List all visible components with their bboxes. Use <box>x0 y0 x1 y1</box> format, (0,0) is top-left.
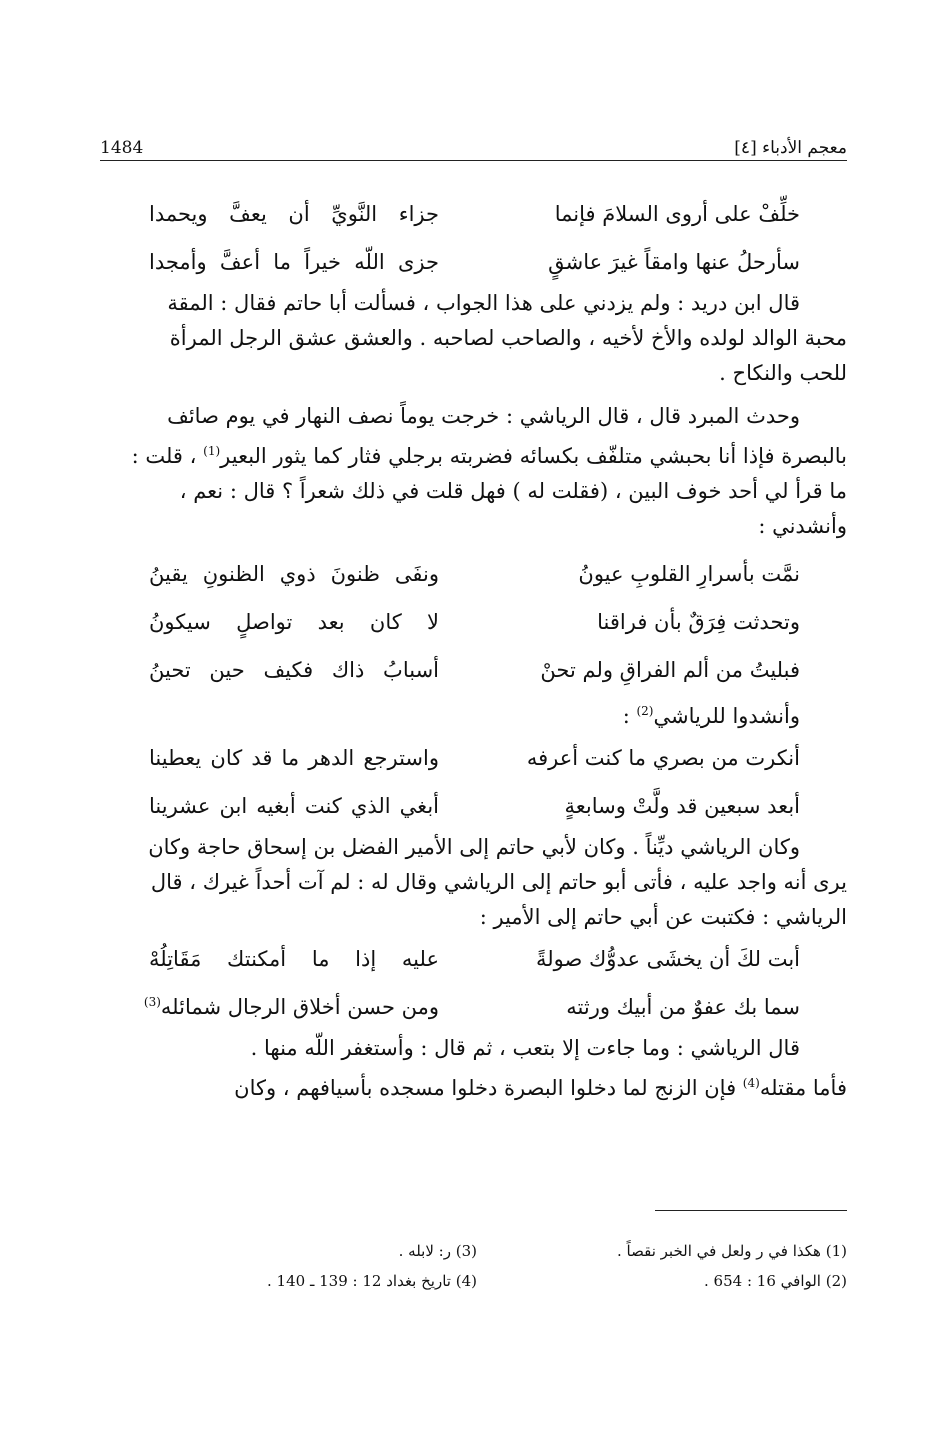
text-line: يرى أنه واجد عليه ، فأتى أبو حاتم إلى الرياشي وقال له : لم آت أحداً غيرك ، قال <box>150 870 847 894</box>
verse-first-hemistich: أبعد سبعين قد ولَّتْ وسابعةٍ <box>564 794 800 818</box>
text-line: وأنشدني : <box>758 514 847 538</box>
verse-line <box>100 190 847 238</box>
page-header <box>100 124 847 158</box>
text-span: فأما مقتله <box>759 1076 847 1100</box>
verse-first-hemistich: أبت لكَ أن يخشَى عدوُّك صولةً <box>535 947 800 971</box>
footnote-marker: (2) <box>636 704 654 718</box>
text-line: ما قرأ لي أحد خوف البين ، (فقلت له ) فهل قلت في ذلك شعراً ؟ قال : نعم ، <box>179 479 847 503</box>
verse-first-hemistich: خلِّفْ على أروى السلامَ فإنما <box>554 202 800 226</box>
verse-second-hemistich: عليه إذا ما أمكنتك مَقَاتِلُهْ <box>149 947 439 971</box>
verse-first-hemistich: نمَّت بأسرارِ القلوبِ عيونُ <box>578 562 800 586</box>
verse-line <box>100 983 847 1031</box>
text-line <box>100 434 847 474</box>
text-span: بالبصرة فإذا أنا بحبشي متلفّف بكسائه فضربته برجلي فثار كما يثور البعير <box>220 444 847 468</box>
text-span: : <box>622 704 637 728</box>
verse-first-hemistich: أنكرت من بصري ما كنت أعرفه <box>526 746 800 770</box>
footnotes-left-column <box>107 1236 477 1296</box>
page-body <box>100 190 847 1106</box>
verse-second-hemistich: جزاء النَّويِّ أن يعفَّ ويحمدا <box>149 202 439 226</box>
verse-line <box>100 598 847 646</box>
verse-second-hemistich: واسترجع الدهر ما قد كان يعطينا <box>149 746 439 770</box>
header-rule <box>100 160 847 161</box>
text-line: وكان الرياشي ديِّناً . وكان لأبي حاتم إلى الأمير الفضل بن إسحاق حاجة وكان <box>148 835 800 859</box>
footnote-marker: (1) <box>203 444 221 458</box>
verse-line <box>100 238 847 286</box>
text-line: قال ابن دريد : ولم يزدني على هذا الجواب ، فسألت أبا حاتم فقال : المقة <box>167 291 800 315</box>
verse-second-hemistich: أسبابُ ذاك فكيف حين تحينُ <box>149 658 439 682</box>
verse-line <box>100 550 847 598</box>
running-title: معجم الأدباء [٤] <box>734 138 847 158</box>
text-span: فإن الزنج لما دخلوا البصرة دخلوا مسجده بأسيافهم ، وكان <box>234 1076 743 1100</box>
footnote: (3) ر: لابله . <box>398 1242 477 1260</box>
verse-first-hemistich: سأرحلُ عنها وامقاً غيرَ عاشقٍ <box>548 250 800 274</box>
footnotes <box>100 1236 847 1296</box>
text-line: الرياشي : فكتبت عن أبي حاتم إلى الأمير : <box>479 905 847 929</box>
verse-line <box>100 782 847 830</box>
footnote: (1) هكذا في ر ولعل في الخبر نقصاً . <box>617 1242 847 1260</box>
verse-line <box>100 734 847 782</box>
text-line: قال الرياشي : وما جاءت إلا بتعب ، ثم قال : وأستغفر اللّه منها . <box>250 1036 800 1060</box>
paragraph <box>100 694 847 734</box>
text-span: وأنشدوا للرياشي <box>653 704 800 728</box>
verse-line <box>100 646 847 694</box>
verse-second-hemistich: لا كان بعد تواصلٍ سيكونُ <box>149 610 439 634</box>
footnote-marker: (4) <box>742 1076 760 1090</box>
footnote-rule <box>655 1210 847 1211</box>
footnote-marker: (3) <box>143 995 161 1009</box>
text-line: محبة الوالد لولده والأخ لأخيه ، والصاحب لصاحبه . والعشق عشق الرجل المرأة <box>169 326 847 350</box>
verse-second-hemistich: أبغي الذي كنت أبغيه ابن عشرينا <box>149 794 439 818</box>
paragraph <box>100 399 847 544</box>
footnote: (4) تاريخ بغداد 12 : 139 ـ 140 . <box>267 1272 477 1290</box>
footnotes-right-column <box>477 1236 847 1296</box>
paragraph <box>100 286 847 391</box>
text-line <box>100 1066 847 1106</box>
paragraph <box>100 830 847 935</box>
text-line <box>100 694 847 734</box>
text-span: ومن حسن أخلاق الرجال شمائله <box>160 995 439 1019</box>
verse-second-hemistich: جزى اللّه خيراً ما أعفَّ وأمجدا <box>149 250 439 274</box>
text-span: ، قلت : <box>131 444 197 468</box>
text-line: وحدث المبرد قال ، قال الرياشي : خرجت يوماً نصف النهار في يوم صائف <box>167 404 800 428</box>
verse-first-hemistich: وتحدثت فِرَقٌ بأن فراقنا <box>597 610 800 634</box>
text-line: للحب والنكاح . <box>719 361 847 385</box>
verse-second-hemistich <box>143 995 439 1019</box>
page-number: 1484 <box>100 138 144 158</box>
footnote: (2) الوافي 16 : 654 . <box>704 1272 847 1290</box>
verse-first-hemistich: سما بك عفوٌ من أبيك ورثته <box>566 995 800 1019</box>
verse-first-hemistich: فبليتُ من ألم الفراقِ ولم تحنْ <box>540 658 800 682</box>
paragraph <box>100 1031 847 1106</box>
verse-second-hemistich: ونفَى ظنونَ ذوي الظنونِ يقينُ <box>149 562 439 586</box>
verse-line <box>100 935 847 983</box>
